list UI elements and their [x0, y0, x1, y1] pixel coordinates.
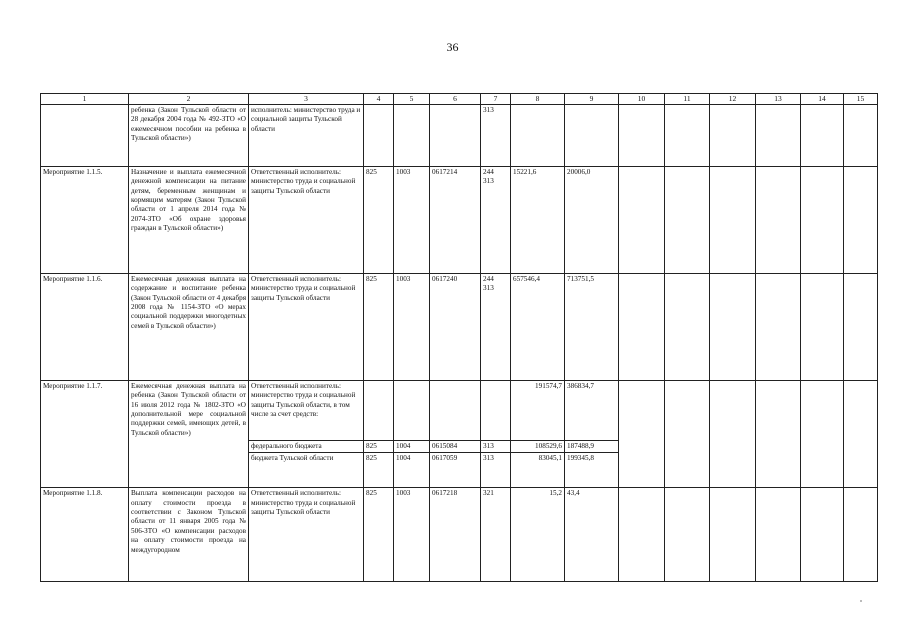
- header-cell: 2: [129, 94, 249, 105]
- target-article-cell: 0617218: [430, 488, 481, 582]
- value-cell: [844, 167, 878, 274]
- table-row: [41, 488, 878, 582]
- table-header-row: [41, 94, 878, 105]
- section-cell: 1003: [394, 274, 430, 381]
- description-cell: Ежемесячная денежная выплата на ребенка (Закон Тульской области от 16 июля 2012 года № 1802-ЗТО «О дополнительной мере социальной поддержки семей, имеющих детей, в Тульской области»): [129, 381, 249, 488]
- header-cell: 4: [364, 94, 394, 105]
- value-cell: [665, 105, 710, 167]
- value-cell: [756, 274, 801, 381]
- section-cell: 1004: [394, 453, 430, 488]
- executor-cell: бюджета Тульской области: [249, 453, 364, 488]
- grbs-cell: [364, 105, 394, 167]
- header-cell: 12: [710, 94, 756, 105]
- measure-cell: Мероприятие 1.1.5.: [41, 167, 129, 274]
- value-cell: [565, 105, 619, 167]
- value-cell: [619, 167, 665, 274]
- header-cell: 7: [481, 94, 511, 105]
- value-cell: [844, 105, 878, 167]
- value-cell: [619, 105, 665, 167]
- section-cell: [394, 105, 430, 167]
- value-cell: 187488,9: [565, 441, 619, 453]
- value-cell: [801, 274, 844, 381]
- measure-cell: Мероприятие 1.1.6.: [41, 274, 129, 381]
- table-row: [41, 105, 878, 167]
- table-row: [41, 274, 878, 381]
- grbs-cell: 825: [364, 274, 394, 381]
- header-cell: 8: [511, 94, 565, 105]
- header-cell: 15: [844, 94, 878, 105]
- section-cell: [394, 381, 430, 441]
- value-cell: 15221,6: [511, 167, 565, 274]
- grbs-cell: 825: [364, 167, 394, 274]
- value-cell: [844, 274, 878, 381]
- section-cell: 1003: [394, 488, 430, 582]
- value-cell: 15,2: [511, 488, 565, 582]
- table-row: [41, 381, 878, 441]
- measure-cell: Мероприятие 1.1.7.: [41, 381, 129, 488]
- budget-table: [40, 93, 878, 582]
- value-cell: [619, 488, 665, 582]
- value-cell: [844, 488, 878, 582]
- section-cell: 1003: [394, 167, 430, 274]
- expense-type-cell: 313: [481, 453, 511, 488]
- value-cell: [619, 381, 665, 488]
- grbs-cell: [364, 381, 394, 441]
- value-cell: [665, 381, 710, 488]
- grbs-cell: 825: [364, 453, 394, 488]
- value-cell: [710, 167, 756, 274]
- value-cell: [710, 274, 756, 381]
- executor-cell: Ответственный исполнитель: министерство труда и социальной защиты Тульской области: [249, 274, 364, 381]
- value-cell: [665, 167, 710, 274]
- value-cell: 713751,5: [565, 274, 619, 381]
- value-cell: [710, 105, 756, 167]
- expense-type-cell: [481, 381, 511, 441]
- value-cell: 657546,4: [511, 274, 565, 381]
- header-cell: 1: [41, 94, 129, 105]
- value-cell: [665, 488, 710, 582]
- executor-cell: федерального бюджета: [249, 441, 364, 453]
- value-cell: 43,4: [565, 488, 619, 582]
- value-cell: [665, 274, 710, 381]
- value-cell: 83045,1: [511, 453, 565, 488]
- executor-cell: исполнитель: министерство труда и социальной защиты Тульской области: [249, 105, 364, 167]
- grbs-cell: 825: [364, 488, 394, 582]
- value-cell: [801, 381, 844, 488]
- value-cell: [756, 105, 801, 167]
- description-cell: ребенка (Закон Тульской области от 28 декабря 2004 года № 492-ЗТО «О ежемесячном пособии на ребенка в Тульской области»): [129, 105, 249, 167]
- description-cell: Выплата компенсации расходов на оплату стоимости проезда в соответствии с Законом Тульской области от 11 января 2005 года № 506-ЗТО «О компенсации расходов на оплату стоимости проезда на междугородном: [129, 488, 249, 582]
- value-cell: [801, 105, 844, 167]
- header-cell: 6: [430, 94, 481, 105]
- expense-type-cell: 321: [481, 488, 511, 582]
- description-cell: Назначение и выплата ежемесячной денежной компенсации на питание детям, беременным женщинам и кормящим матерям (Закон Тульской области от 1 апреля 2014 года № 2074-ЗТО «Об охране здоровья граждан в Тульской области»): [129, 167, 249, 274]
- page-number: 36: [446, 40, 459, 54]
- value-cell: [756, 488, 801, 582]
- expense-type-cell: 244 313: [481, 167, 511, 274]
- target-article-cell: [430, 105, 481, 167]
- value-cell: [844, 381, 878, 488]
- value-cell: [801, 488, 844, 582]
- value-cell: 191574,7: [511, 381, 565, 441]
- target-article-cell: [430, 381, 481, 441]
- value-cell: 108529,6: [511, 441, 565, 453]
- target-article-cell: 0617059: [430, 453, 481, 488]
- section-cell: 1004: [394, 441, 430, 453]
- scan-artifact: [860, 600, 862, 602]
- expense-type-cell: 244 313: [481, 274, 511, 381]
- value-cell: [756, 167, 801, 274]
- value-cell: 199345,8: [565, 453, 619, 488]
- value-cell: [710, 381, 756, 488]
- target-article-cell: 0617214: [430, 167, 481, 274]
- executor-cell: Ответственный исполнитель: министерство труда и социальной защиты Тульской области: [249, 488, 364, 582]
- value-cell: [801, 167, 844, 274]
- header-cell: 10: [619, 94, 665, 105]
- executor-cell: Ответственный исполнитель: министерство труда и социальной защиты Тульской области, в том числе за счет средств:: [249, 381, 364, 441]
- measure-cell: Мероприятие 1.1.8.: [41, 488, 129, 582]
- header-cell: 14: [801, 94, 844, 105]
- header-cell: 3: [249, 94, 364, 105]
- description-cell: Ежемесячная денежная выплата на содержание и воспитание ребенка (Закон Тульской области от 4 декабря 2008 года № 1154-ЗТО «О мерах социальной поддержки многодетных семей в Тульской области»): [129, 274, 249, 381]
- value-cell: 386834,7: [565, 381, 619, 441]
- value-cell: 20006,0: [565, 167, 619, 274]
- value-cell: [756, 381, 801, 488]
- executor-cell: Ответственный исполнитель: министерство труда и социальной защиты Тульской области: [249, 167, 364, 274]
- value-cell: [619, 274, 665, 381]
- header-cell: 9: [565, 94, 619, 105]
- value-cell: [511, 105, 565, 167]
- header-cell: 13: [756, 94, 801, 105]
- table-row: [41, 167, 878, 274]
- header-cell: 5: [394, 94, 430, 105]
- grbs-cell: 825: [364, 441, 394, 453]
- expense-type-cell: 313: [481, 441, 511, 453]
- header-cell: 11: [665, 94, 710, 105]
- target-article-cell: 0615084: [430, 441, 481, 453]
- expense-type-cell: 313: [481, 105, 511, 167]
- value-cell: [710, 488, 756, 582]
- target-article-cell: 0617240: [430, 274, 481, 381]
- measure-cell: [41, 105, 129, 167]
